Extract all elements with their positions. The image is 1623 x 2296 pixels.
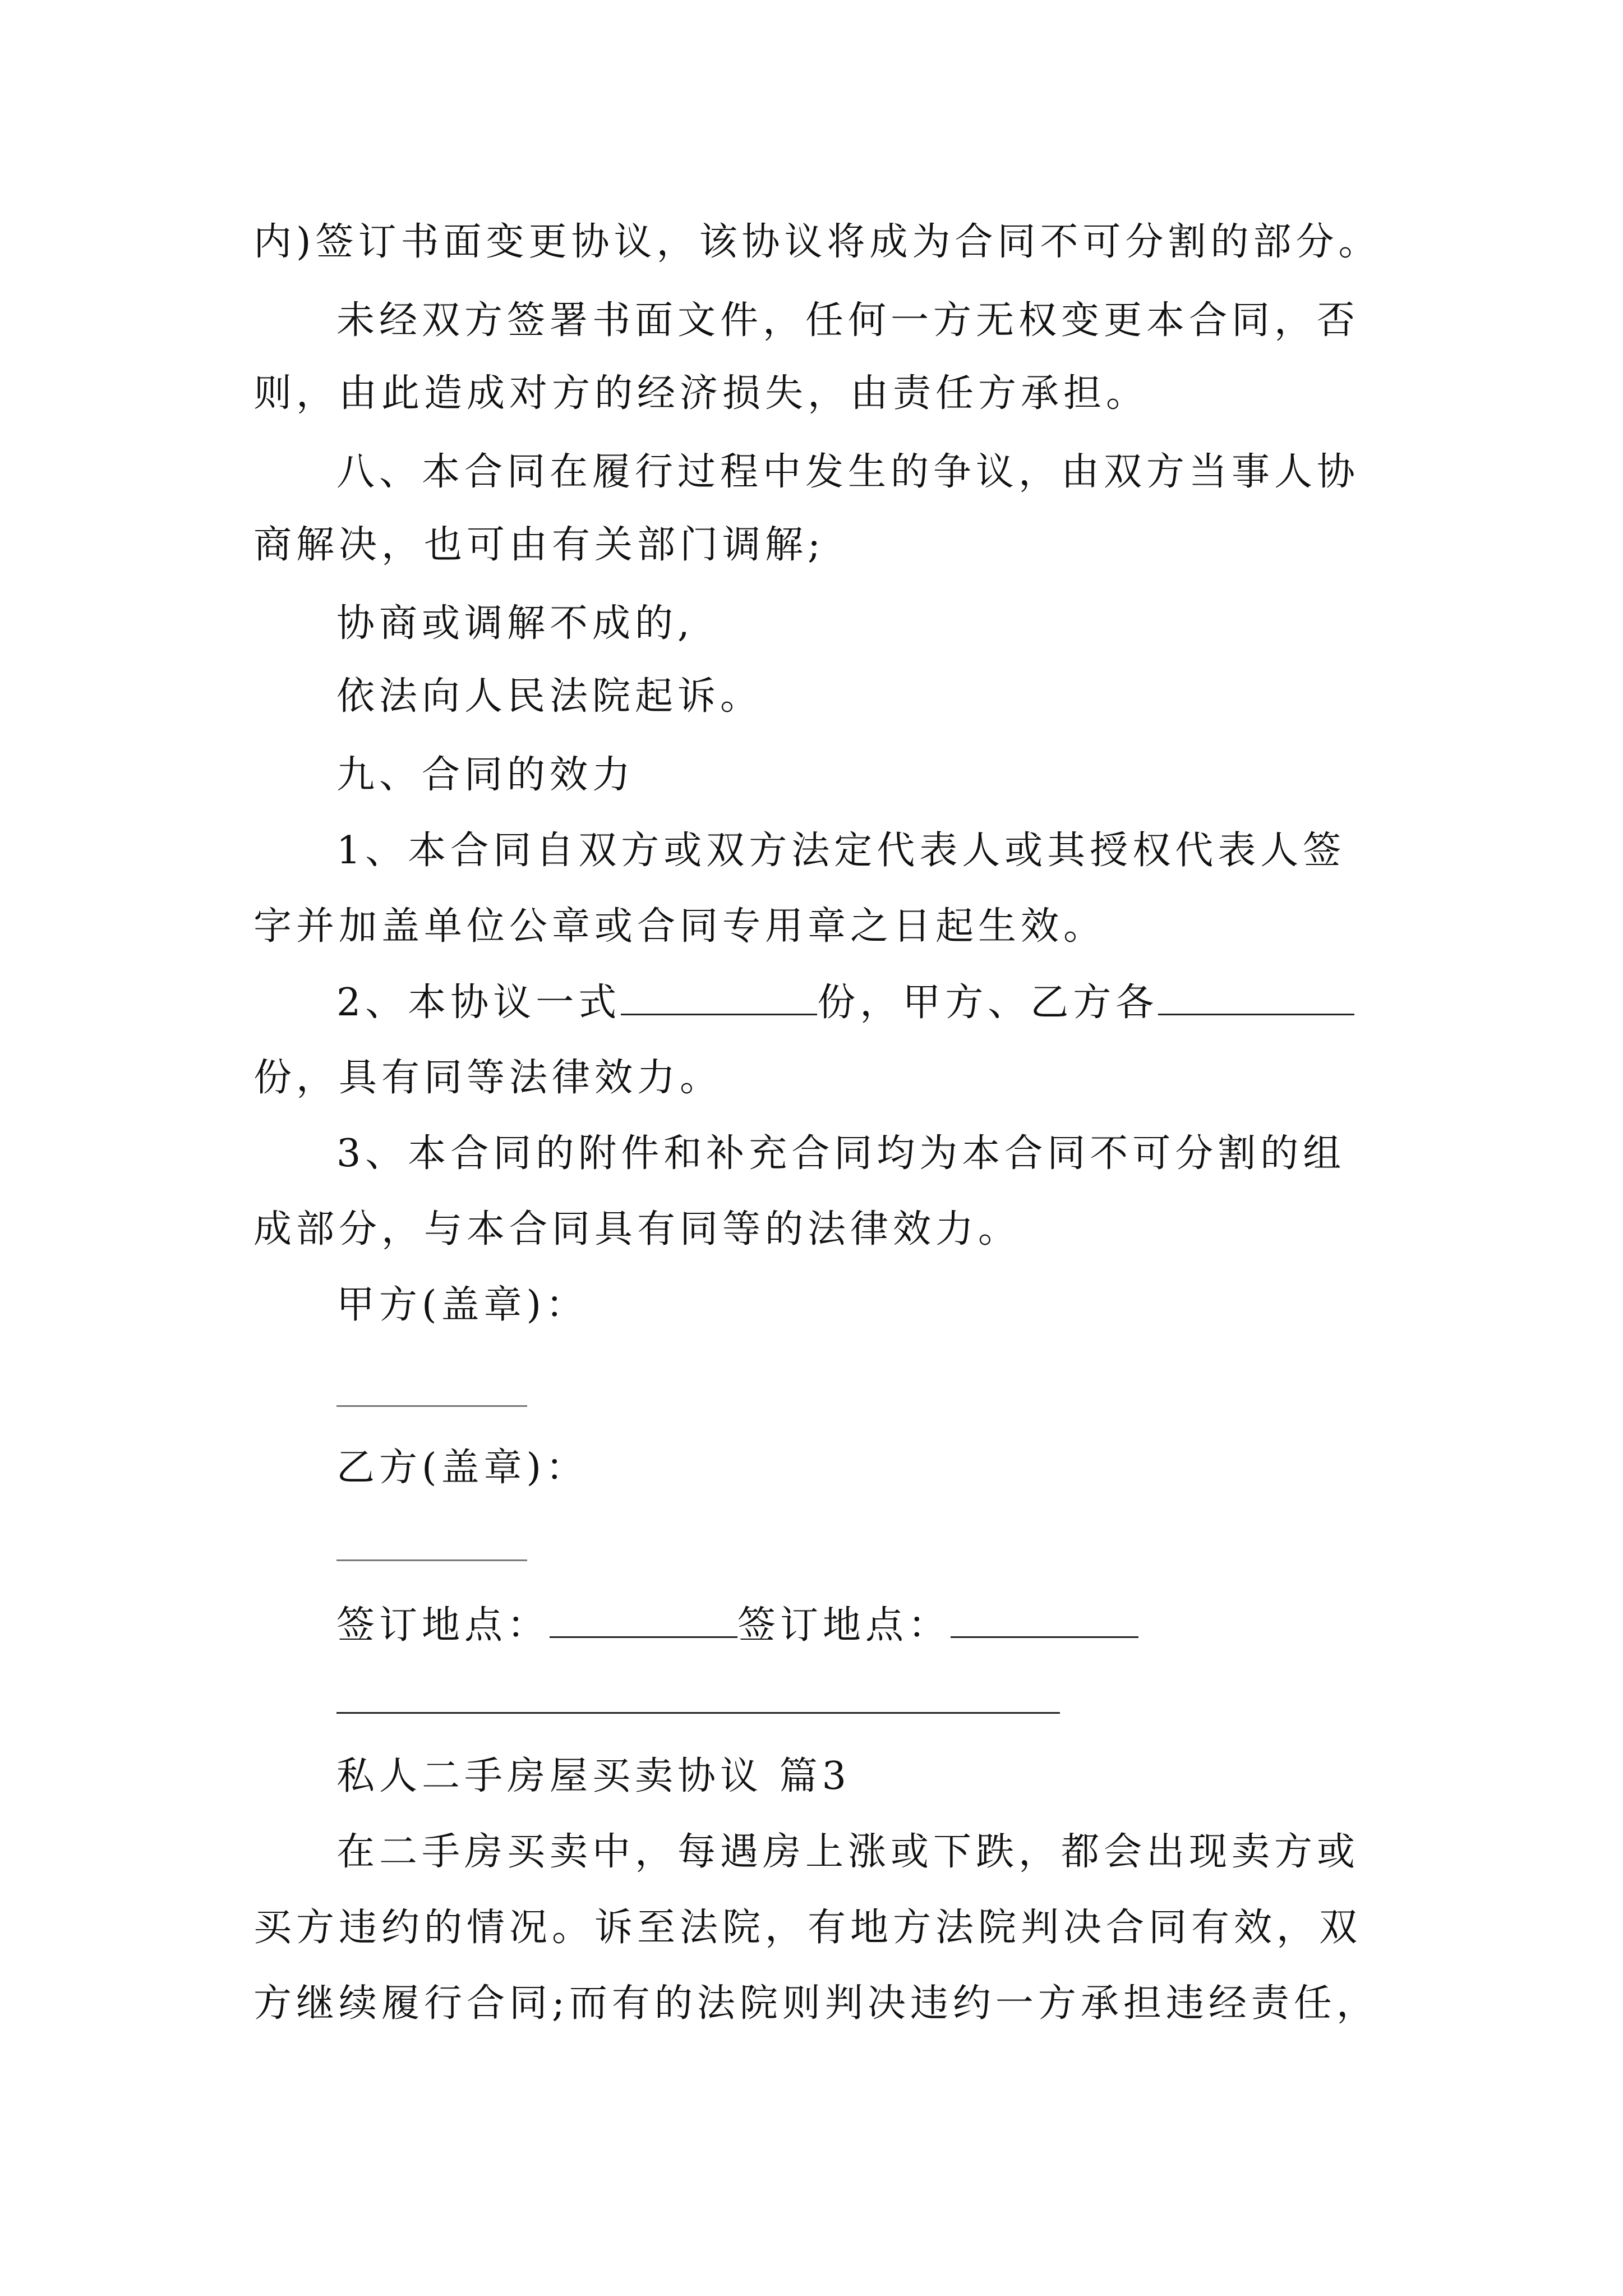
paragraph-line: 依法向人民法院起诉。 [336, 674, 763, 719]
clause-2-line [336, 979, 1354, 1027]
party-b-signature-line [336, 1559, 527, 1561]
day-blank-b [973, 1677, 1060, 1714]
paragraph-line: 在二手房买卖中，每遇房上涨或下跌，都会出现卖方或 [336, 1830, 1360, 1874]
year-blank-b [698, 1677, 886, 1714]
copies-each-blank [1158, 979, 1354, 1015]
party-a-seal-label: 甲方(盖章)： [336, 1283, 589, 1327]
paragraph-line: 内)签订书面变更协议，该协议将成为合同不可分割的部分。 [253, 220, 1381, 264]
month-blank-a [524, 1677, 611, 1714]
signing-place-label-a: 签订地点： [336, 1603, 550, 1648]
paragraph-line: 商解决，也可由有关部门调解; [253, 523, 825, 567]
paragraph-line: 买方违约的情况。诉至法院，有地方法院判决合同有效，双 [253, 1906, 1362, 1950]
signing-place-blank-b [951, 1602, 1138, 1638]
copies-blank [621, 979, 817, 1015]
party-b-seal-label: 乙方(盖章)： [336, 1446, 589, 1490]
signing-place-blank-a [550, 1602, 737, 1638]
year-blank-a [336, 1677, 524, 1714]
party-a-signature-line [336, 1405, 527, 1407]
paragraph-line: 字并加盖单位公章或合同专用章之日起生效。 [253, 904, 1106, 949]
paragraph-line: 未经双方签署书面文件，任何一方无权变更本合同，否 [336, 298, 1360, 343]
paragraph-line: 则，由此造成对方的经济损失，由责任方承担。 [253, 371, 1149, 416]
clause-2-text-a: 2、本协议一式 [336, 981, 621, 1025]
clause-3-line: 3、本合同的附件和补充合同均为本合同不可分割的组 [336, 1131, 1346, 1176]
section-nine-heading: 九、合同的效力 [336, 753, 635, 797]
paragraph-line: 成部分，与本合同具有同等的法律效力。 [253, 1207, 1021, 1251]
paragraph-line: 协商或调解不成的, [336, 601, 694, 646]
month-blank-b [886, 1677, 973, 1714]
section-eight-line: 八、本合同在履行过程中发生的争议，由双方当事人协 [336, 450, 1360, 494]
clause-1-line: 1、本合同自双方或双方法定代表人或其授权代表人签 [336, 829, 1346, 873]
signing-place-label-b: 签订地点： [737, 1603, 951, 1648]
day-blank-a [611, 1677, 698, 1714]
paragraph-line: 方继续履行合同;而有的法院则判决违约一方承担违经责任， [253, 1981, 1379, 2026]
paragraph-line: 份，具有同等法律效力。 [253, 1056, 723, 1100]
signing-place-line [336, 1602, 1138, 1649]
article-title: 私人二手房屋买卖协议 篇3 [336, 1754, 851, 1798]
clause-2-text-b: 份，甲方、乙方各 [817, 981, 1159, 1025]
signing-date-line [336, 1677, 1060, 1725]
